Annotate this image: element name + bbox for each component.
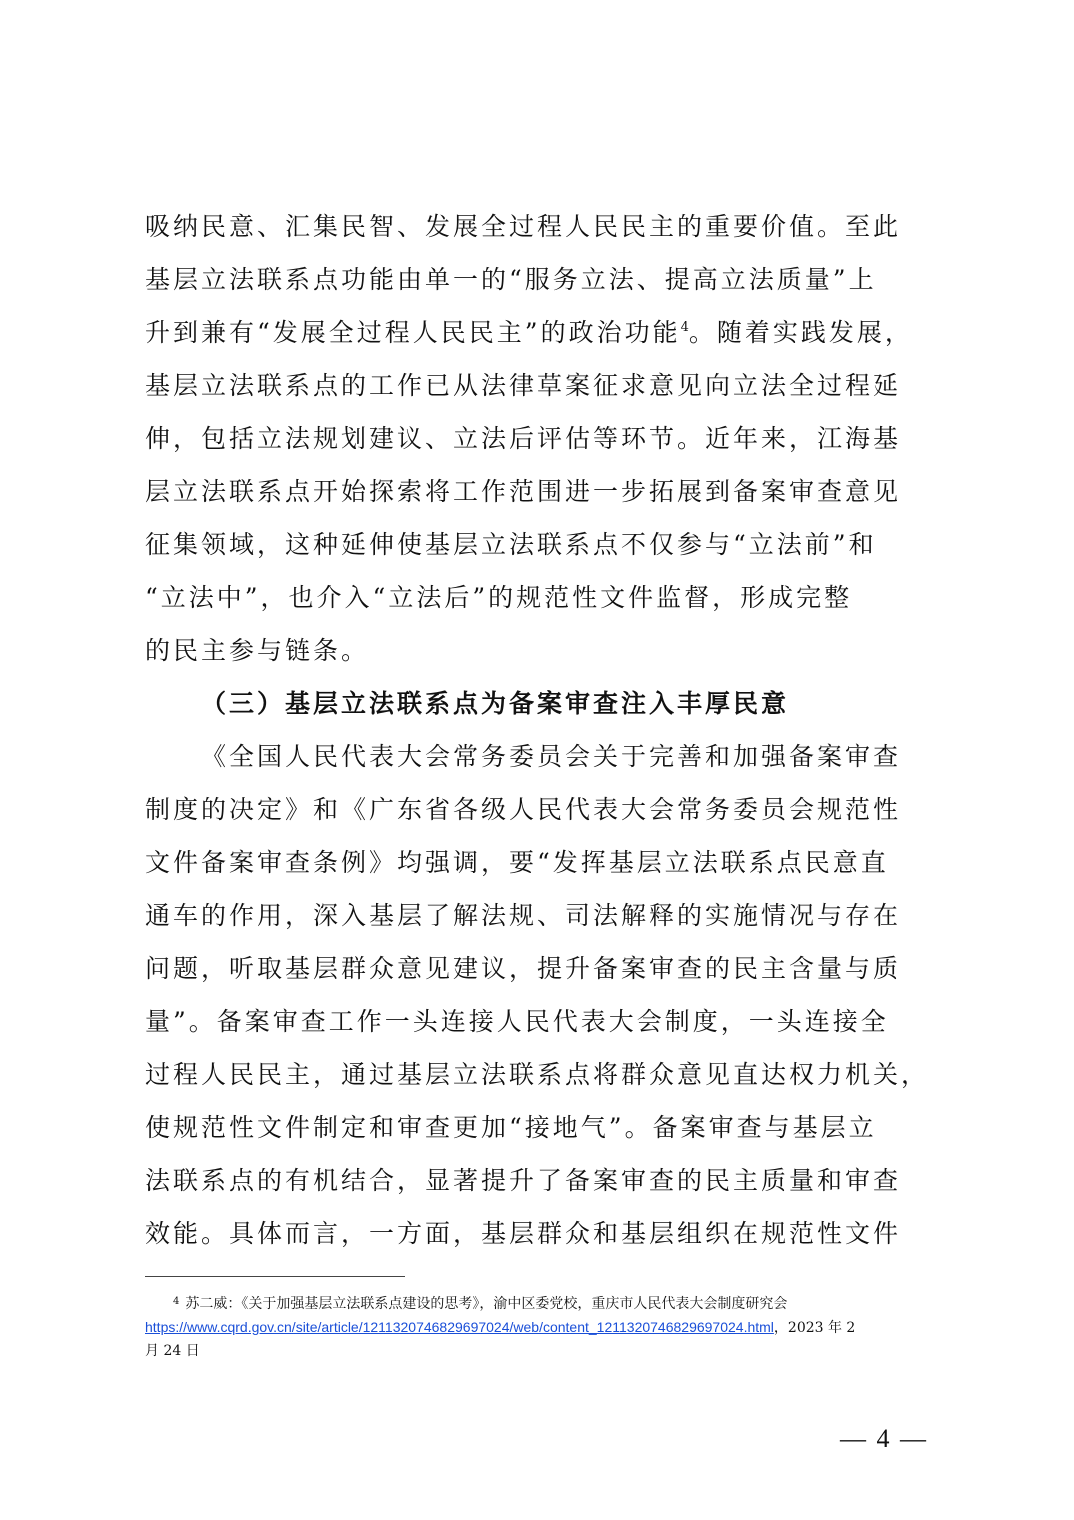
paragraph-first-line: 《全国人民代表大会常务委员会关于完善和加强备案审查 [201, 742, 902, 771]
footnote-divider [145, 1276, 405, 1277]
footnote [145, 1290, 945, 1363]
body-line: 使规范性文件制定和审查更加“接地气”。备案审查与基层立 [145, 1113, 877, 1142]
footnote-reference[interactable]: 4 [680, 320, 689, 335]
body-line: 征集领域，这种延伸使基层立法联系点不仅参与“立法前”和 [145, 530, 877, 559]
footnote-mark: 4 [173, 1296, 180, 1307]
body-line: 效能。具体而言，一方面，基层群众和基层组织在规范性文件 [145, 1219, 902, 1248]
footnote-date: ，2023 年 2 [773, 1320, 856, 1336]
body-line: 基层立法联系点的工作已从法律草案征求意见向立法全过程延 [145, 371, 902, 400]
footnote-text: 苏二威：《关于加强基层立法联系点建设的思考》，渝中区委党校，重庆市人民代表大会制度研究会 [185, 1296, 788, 1312]
page-number: — 4 — [840, 1424, 928, 1453]
body-line-text: 升到兼有“发展全过程人民民主”的政治功能 [145, 318, 681, 347]
body-line: 量”。备案审查工作一头连接人民代表大会制度，一头连接全 [145, 1007, 889, 1036]
body-line: 文件备案审查条例》均强调，要“发挥基层立法联系点民意直 [145, 848, 889, 877]
body-line: 伸，包括立法规划建议、立法后评估等环节。近年来，江海基 [145, 424, 902, 453]
body-text [145, 200, 935, 1260]
body-line: 层立法联系点开始探索将工作范围进一步拓展到备案审查意见 [145, 477, 902, 506]
section-heading: （三）基层立法联系点为备案审查注入丰厚民意 [201, 689, 790, 718]
footnote-url-link[interactable]: https://www.cqrd.gov.cn/site/article/1211320746829697024/web/content_1211320746829697024.html [145, 1319, 774, 1335]
footnote-line: 月 24 日 [145, 1343, 200, 1359]
body-line: 法联系点的有机结合，显著提升了备案审查的民主质量和审查 [145, 1166, 902, 1195]
body-line: 的民主参与链条。 [145, 636, 370, 665]
body-line: 通车的作用，深入基层了解法规、司法解释的实施情况与存在 [145, 901, 902, 930]
body-line: 问题，听取基层群众意见建议，提升备案审查的民主含量与质 [145, 954, 902, 983]
footnote-line [145, 1290, 945, 1316]
body-line: 基层立法联系点功能由单一的“服务立法、提高立法质量”上 [145, 265, 877, 294]
body-line: “立法中”，也介入“立法后”的规范性文件监督，形成完整 [145, 583, 853, 612]
body-line: 制度的决定》和《广东省各级人民代表大会常务委员会规范性 [145, 795, 902, 824]
body-line: 吸纳民意、汇集民智、发展全过程人民民主的重要价值。至此 [145, 212, 902, 241]
body-line-tail: 。随着实践发展， [688, 318, 913, 347]
body-line: 过程人民民主，通过基层立法联系点将群众意见直达权力机关， [145, 1060, 930, 1089]
footnote-line [145, 1316, 945, 1340]
body-line [145, 306, 935, 359]
